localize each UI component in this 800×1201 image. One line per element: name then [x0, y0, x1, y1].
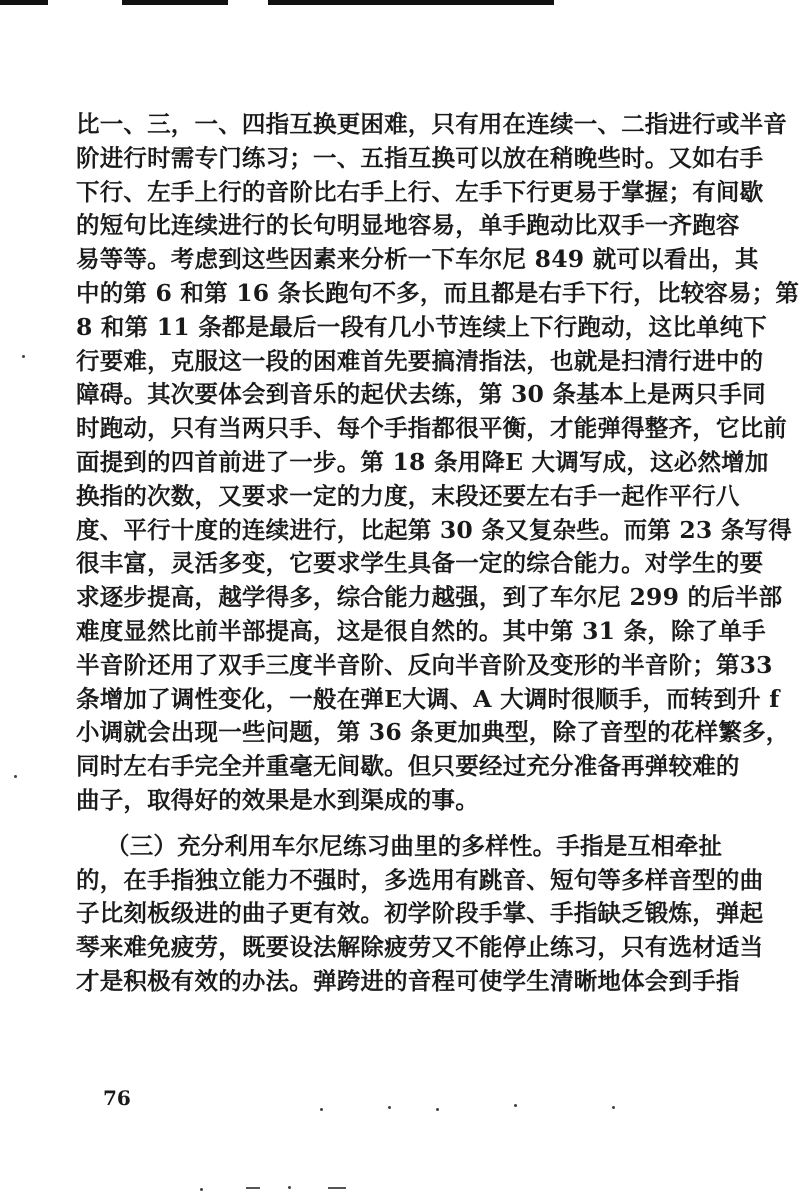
text-line: 的，在手指独立能力不强时，多选用有跳音、短句等多样音型的曲 [76, 865, 764, 894]
text-line: 比一、三，一、四指互换更困难，只有用在连续一、二指进行或半音 [76, 110, 787, 138]
text-line: 易等等。考虑到这些因素来分析一下车尔尼 849 就可以看出，其 [76, 245, 759, 274]
scan-speck [514, 1104, 517, 1107]
scan-speck [200, 1188, 203, 1191]
text-line: 面提到的四首前进了一步。第 18 条用降E 大调写成，这必然增加 [76, 447, 769, 476]
scan-edge-mark [122, 0, 228, 5]
text-line: 中的第 6 和第 16 条长跑句不多，而且都是右手下行，比较容易；第 [76, 278, 800, 307]
text-line: 时跑动，只有当两只手、每个手指都很平衡，才能弹得整齐，它比前 [76, 414, 787, 443]
scan-speck [436, 1108, 439, 1111]
text-line: 曲子，取得好的效果是水到渠成的事。 [76, 785, 479, 814]
text-line: 换指的次数，又要求一定的力度，末段还要左右手一起作平行八 [76, 481, 740, 510]
text-line: 小调就会出现一些问题，第 36 条更加典型，除了音型的花样繁多， [76, 718, 790, 747]
text-line: 的短句比连续进行的长句明显地容易，单手跑动比双手一齐跑容 [76, 211, 740, 240]
page-body [76, 108, 800, 999]
text-line: 度、平行十度的连续进行，比起第 30 条又复杂些。而第 23 条写得 [76, 515, 792, 544]
text-line: 阶进行时需专门练习；一、五指互换可以放在稍晚些时。又如右手 [76, 143, 764, 172]
text-line: 半音阶还用了双手三度半音阶、反向半音阶及变形的半音阶；第33 [76, 650, 773, 679]
text-line: 下行、左手上行的音阶比右手上行、左手下行更易于掌握；有间歇 [76, 177, 764, 206]
text-line: 才是积极有效的办法。弹跨进的音程可使学生清晰地体会到手指 [76, 966, 740, 995]
text-line: 同时左右手完全并重毫无间歇。但只要经过充分准备再弹较难的 [76, 752, 740, 781]
scan-speck [246, 1187, 260, 1189]
scan-speck [320, 1108, 323, 1111]
text-line: 障碍。其次要体会到音乐的起伏去练，第 30 条基本上是两只手同 [76, 380, 766, 409]
text-line: 求逐步提高，越学得多，综合能力越强，到了车尔尼 299 的后半部 [76, 583, 783, 612]
scan-speck [612, 1106, 615, 1109]
scan-speck [328, 1187, 346, 1189]
scan-speck [388, 1106, 391, 1109]
text-line: 条增加了调性变化，一般在弹E大调、A 大调时很顺手，而转到升 f [76, 684, 780, 713]
text-line: 难度显然比前半部提高，这是很自然的。其中第 31 条，除了单手 [76, 616, 766, 645]
text-line: 行要难，克服这一段的困难首先要搞清指法，也就是扫清行进中的 [76, 346, 764, 375]
scan-edge-mark [0, 0, 48, 5]
scan-speck [22, 355, 25, 358]
section-heading-line: （三）充分利用车尔尼练习曲里的多样性。手指是互相牵扯 [106, 831, 723, 860]
text-line: 琴来难免疲劳，既要设法解除疲劳又不能停止练习，只有选材适当 [76, 933, 764, 962]
text-line: 很丰富，灵活多变，它要求学生具备一定的综合能力。对学生的要 [76, 549, 764, 578]
page-number: 76 [103, 1086, 131, 1110]
scan-edge-mark [268, 0, 554, 5]
text-line: 8 和第 11 条都是最后一段有几小节连续上下行跑动，这比单纯下 [76, 312, 767, 341]
scan-speck [14, 775, 17, 778]
scan-speck [288, 1186, 291, 1189]
text-line: 子比刻板级进的曲子更有效。初学阶段手掌、手指缺乏锻炼，弹起 [76, 899, 764, 928]
